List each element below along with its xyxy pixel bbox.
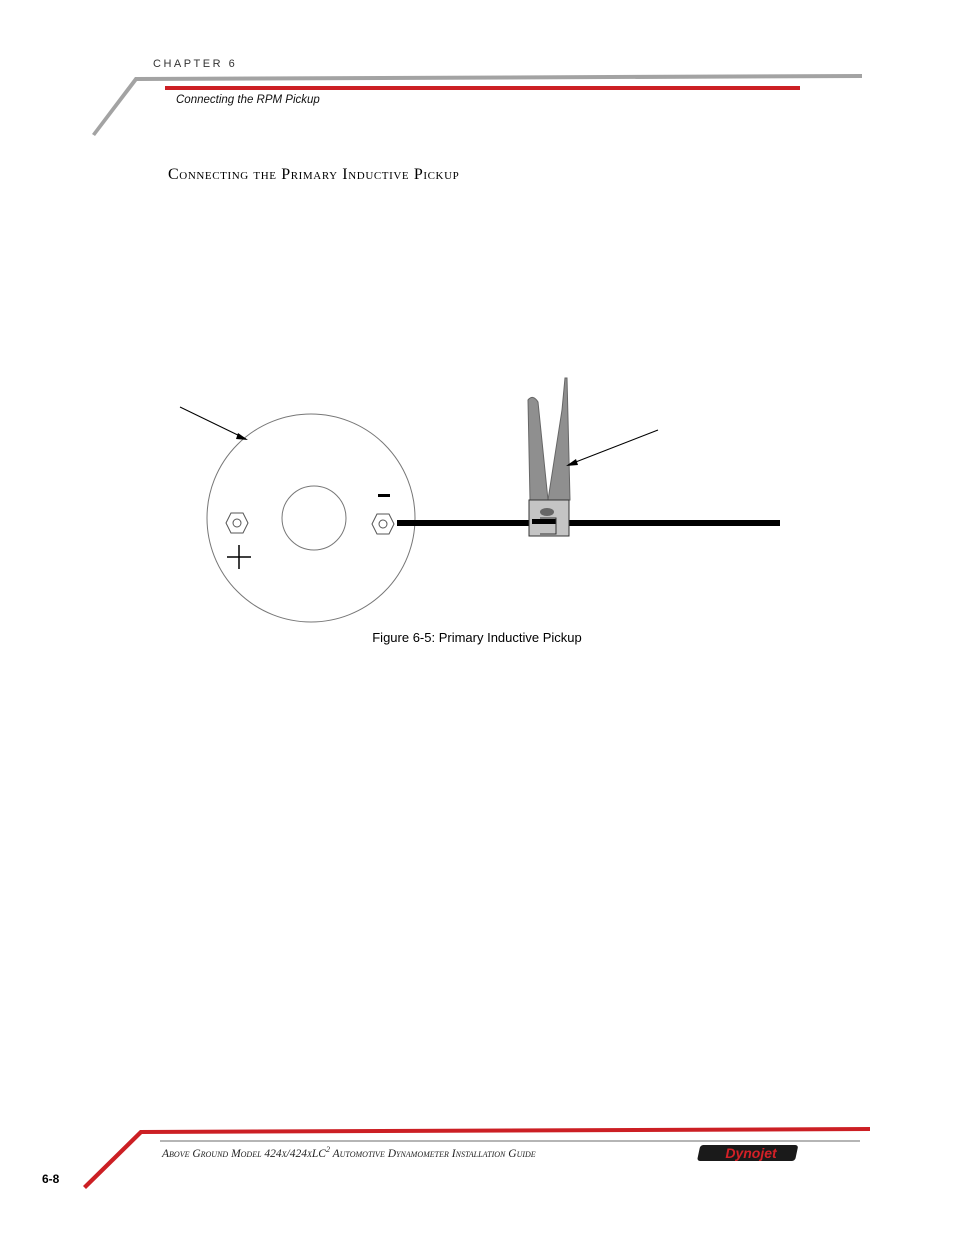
footer-title-prefix: Above Ground Model 424x/424xLC xyxy=(162,1147,326,1160)
negative-terminal xyxy=(372,514,394,534)
footer-title xyxy=(162,1145,536,1160)
figure-caption: Figure 6-5: Primary Inductive Pickup xyxy=(372,630,582,645)
page-number: 6-8 xyxy=(42,1172,60,1186)
footer-title-suffix: Automotive Dynamometer Installation Guide xyxy=(329,1147,536,1160)
coil-leader-arrow xyxy=(180,407,248,440)
chapter-label: CHAPTER 6 xyxy=(153,58,238,70)
coil-center xyxy=(282,486,346,550)
section-title: Connecting the Primary Inductive Pickup xyxy=(168,166,460,183)
footer-title-sup: 2 xyxy=(325,1145,330,1154)
header-subsection: Connecting the RPM Pickup xyxy=(176,94,320,106)
negative-wire xyxy=(397,520,780,526)
minus-symbol xyxy=(378,494,390,497)
dynojet-logo xyxy=(697,1142,803,1164)
positive-terminal xyxy=(226,513,248,533)
dynojet-logo-text: Dynojet xyxy=(725,1145,777,1161)
inductive-clip xyxy=(528,378,570,536)
clip-leader-arrow xyxy=(566,430,658,466)
